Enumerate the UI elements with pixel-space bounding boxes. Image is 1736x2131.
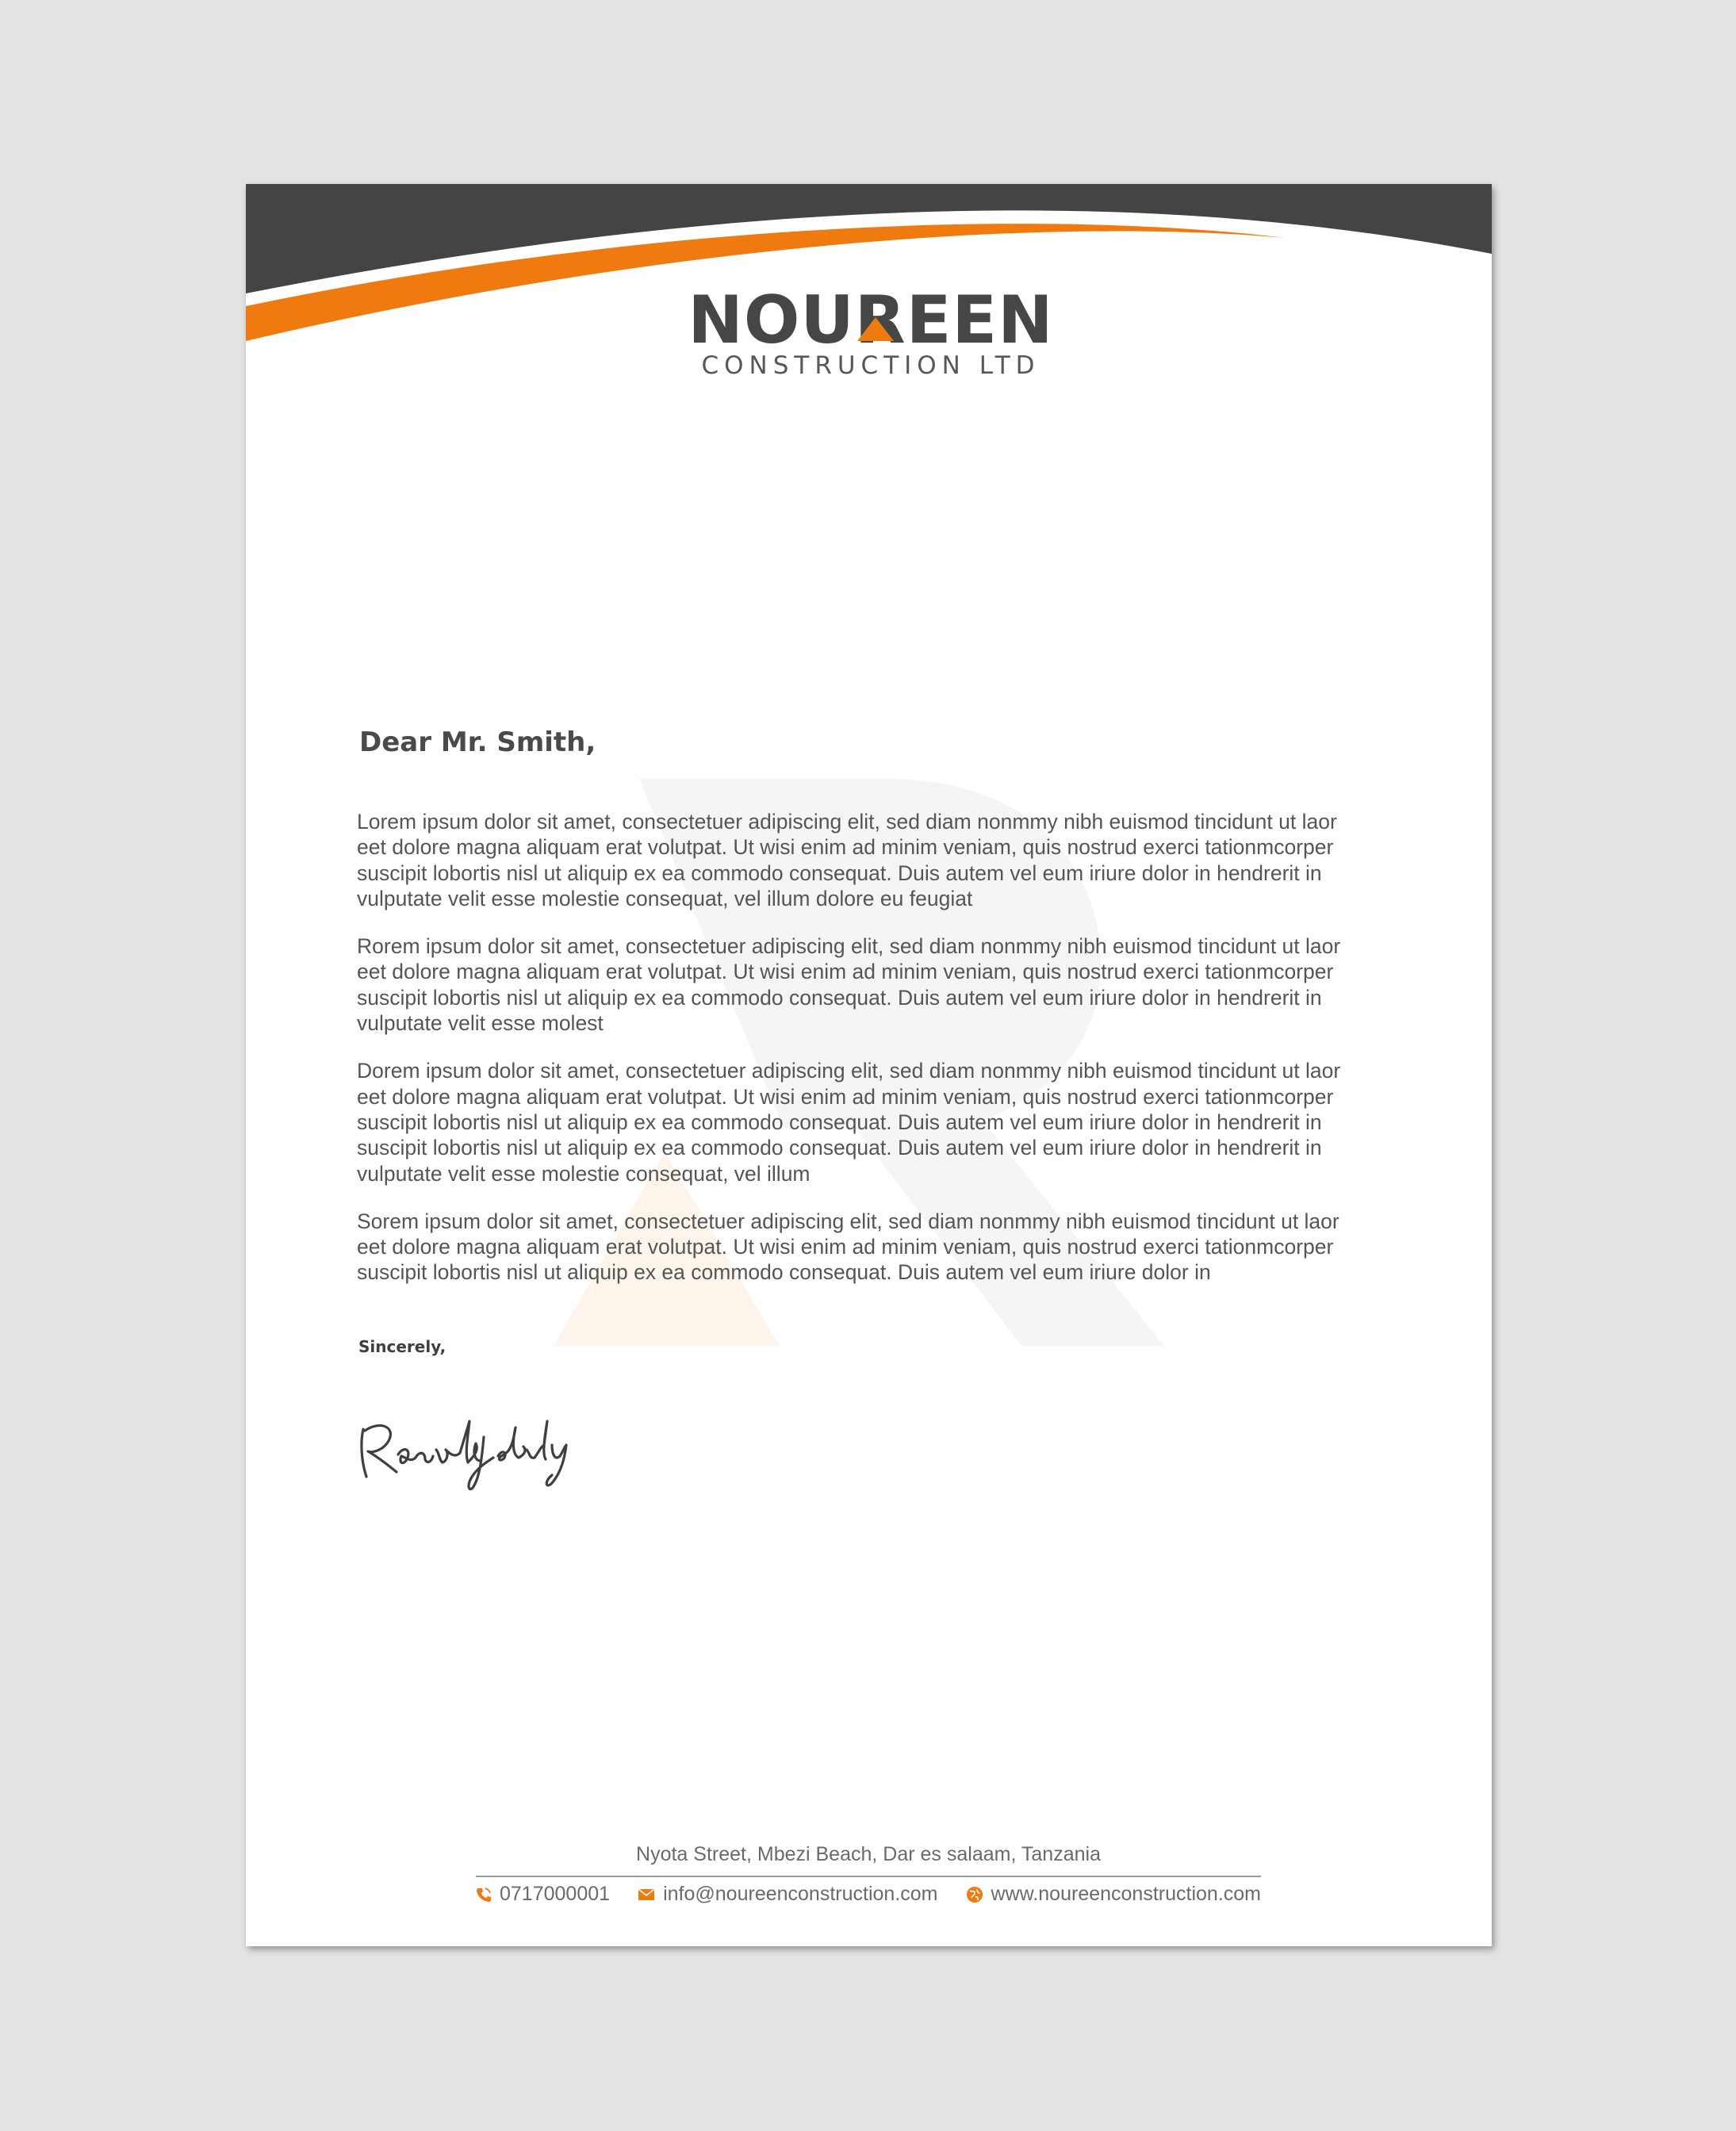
globe-icon <box>966 1886 983 1903</box>
letter-body <box>357 809 1388 1308</box>
body-paragraph: Dorem ipsum dolor sit amet, consectetuer adipiscing elit, sed diam nonmmy nibh euismod tincidunt ut laor eet dolore magna aliquam erat volutpat. Ut wisi enim ad minim veniam, quis nostrud exerci tationmcorper suscipit lobortis nisl ut aliquip ex ea commodo consequat. Duis autem vel eum iriure dolor in hendrerit in suscipit lobortis nisl ut aliquip ex ea commodo consequat. Duis autem vel eum iriure dolor in hendrerit in vulputate velit esse molestie consequat, vel illum <box>357 1059 1341 1186</box>
email-link[interactable]: info@noureenconstruction.com <box>663 1883 938 1905</box>
signature <box>357 1405 571 1501</box>
mail-icon <box>638 1888 655 1901</box>
body-paragraph: Rorem ipsum dolor sit amet, consectetuer adipiscing elit, sed diam nonmmy nibh euismod tincidunt ut laor eet dolore magna aliquam erat volutpat. Ut wisi enim ad minim veniam, quis nostrud exerci tationmcorper suscipit lobortis nisl ut aliquip ex ea commodo consequat. Duis autem vel eum iriure dolor in hendrerit in vulputate velit esse molest <box>357 934 1341 1036</box>
company-logo <box>680 282 1061 381</box>
letterhead-sheet <box>246 184 1492 1946</box>
logo-subtitle: CONSTRUCTION LTD <box>701 351 1040 380</box>
contact-phone <box>476 1883 610 1906</box>
website-link[interactable]: www.noureenconstruction.com <box>991 1883 1261 1905</box>
logo-wordmark: NOUREEN <box>688 282 1054 358</box>
contact-website <box>966 1883 1261 1906</box>
footer-contacts <box>476 1883 1261 1906</box>
phone-icon <box>476 1887 492 1903</box>
phone-number[interactable]: 0717000001 <box>500 1883 611 1905</box>
body-paragraph: Lorem ipsum dolor sit amet, consectetuer adipiscing elit, sed diam nonmmy nibh euismod tincidunt ut laor eet dolore magna aliquam erat volutpat. Ut wisi enim ad minim veniam, quis nostrud exerci tationmcorper suscipit lobortis nisl ut aliquip ex ea commodo consequat. Duis autem vel eum iriure dolor in hendrerit in vulputate velit esse molestie consequat, vel illum dolore eu feugiat <box>357 810 1337 910</box>
contact-email <box>638 1883 937 1906</box>
footer-address: Nyota Street, Mbezi Beach, Dar es salaam, Tanzania <box>636 1843 1101 1865</box>
logo-triangle-icon <box>857 317 894 341</box>
footer-divider <box>476 1876 1261 1877</box>
body-paragraph: Sorem ipsum dolor sit amet, consectetuer adipiscing elit, sed diam nonmmy nibh euismod tincidunt ut laor eet dolore magna aliquam erat volutpat. Ut wisi enim ad minim veniam, quis nostrud exerci tationmcorper suscipit lobortis nisl ut aliquip ex ea commodo consequat. Duis autem vel eum iriure dolor in <box>357 1209 1339 1285</box>
closing: Sincerely, <box>358 1337 446 1356</box>
salutation: Dear Mr. Smith, <box>359 726 596 758</box>
